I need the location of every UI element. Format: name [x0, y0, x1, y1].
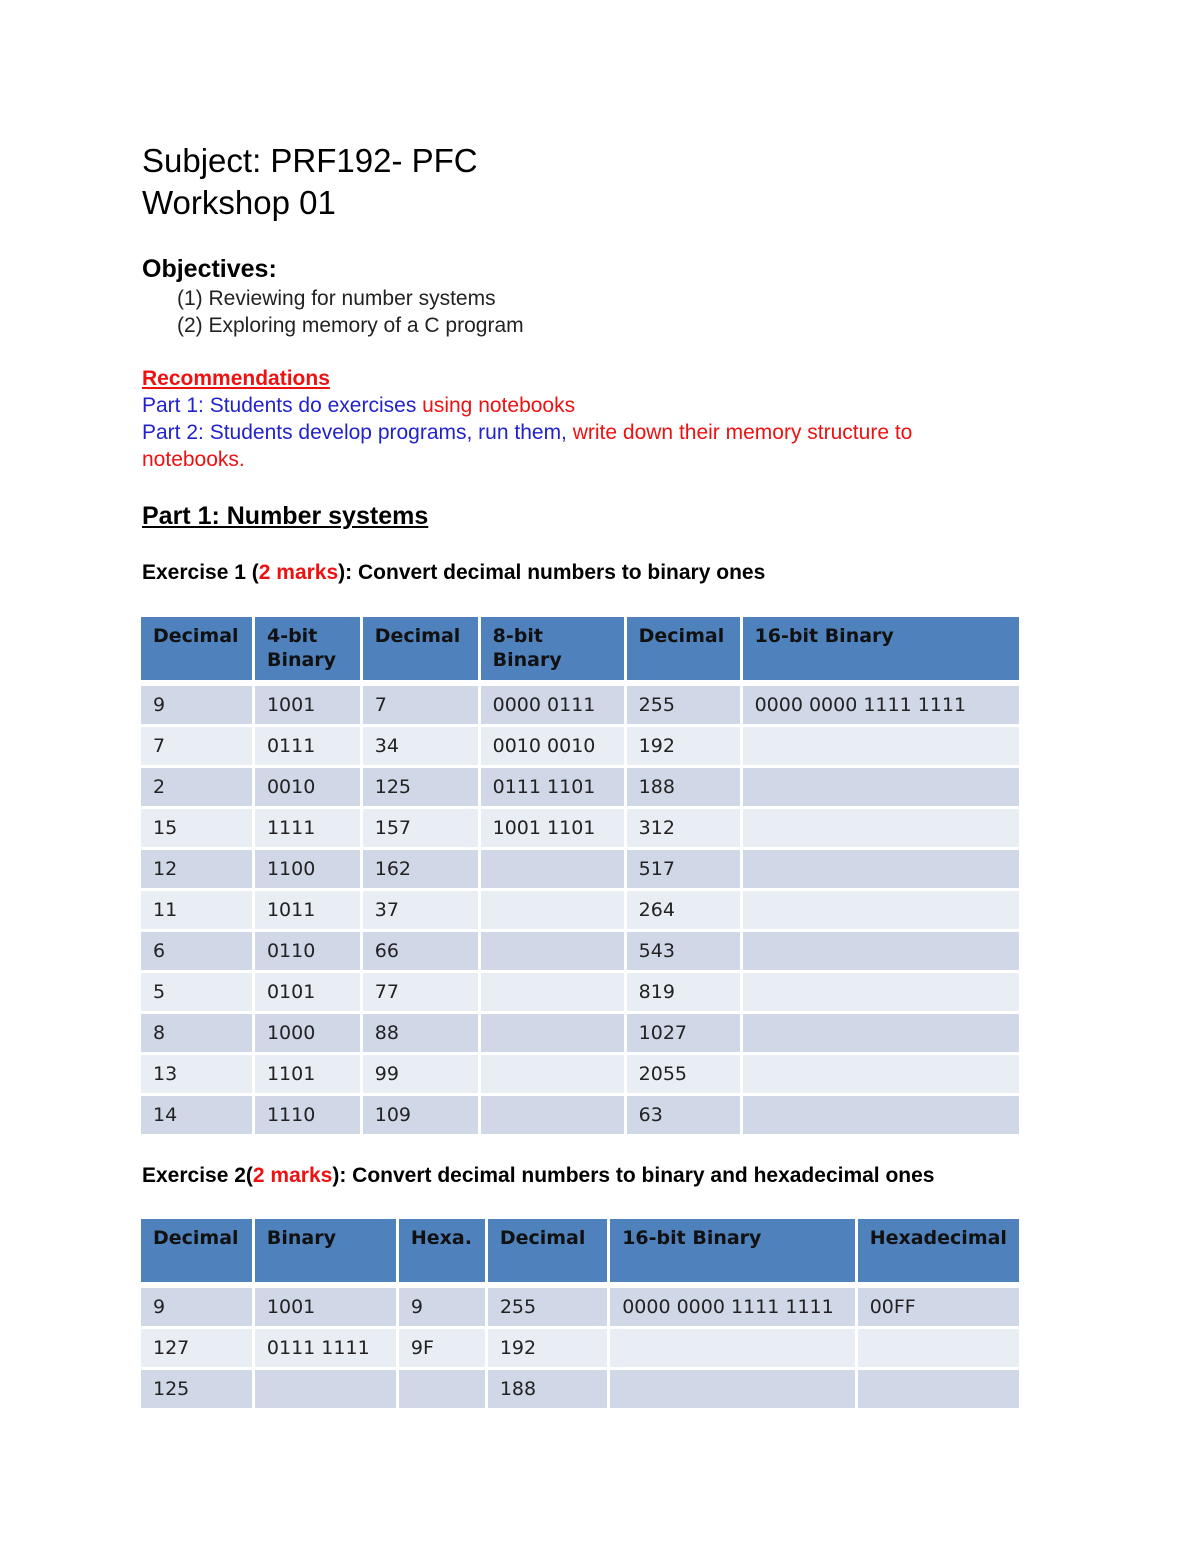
table-cell: [610, 1329, 854, 1367]
table-cell: [481, 850, 624, 888]
table-cell: 9: [141, 686, 252, 724]
exercise2-suffix: ): Convert decimal numbers to binary and hexadecimal ones: [332, 1164, 935, 1187]
column-header: Hexa.: [399, 1219, 485, 1285]
table-cell: 7: [363, 686, 478, 724]
table-cell: 11: [141, 891, 252, 929]
table-cell: [743, 768, 1019, 806]
table-cell: 188: [488, 1370, 607, 1408]
subject-line: Subject: PRF192- PFC: [142, 142, 478, 179]
exercise2-heading: [142, 1164, 935, 1188]
table-cell: 1001: [255, 686, 360, 724]
table-cell: 517: [627, 850, 740, 888]
workshop-line: Workshop 01: [142, 184, 336, 221]
table-cell: 0111 1101: [481, 768, 624, 806]
table-row: [141, 727, 1019, 765]
table-cell: [858, 1329, 1019, 1367]
table-cell: 9: [141, 1288, 252, 1326]
table-cell: [743, 932, 1019, 970]
table-cell: [610, 1370, 854, 1408]
table-cell: 1101: [255, 1055, 360, 1093]
table-cell: [255, 1370, 396, 1408]
column-header: 16-bit Binary: [743, 617, 1019, 683]
table-cell: 1110: [255, 1096, 360, 1134]
table-cell: 0101: [255, 973, 360, 1011]
table-cell: 1001: [255, 1288, 396, 1326]
table-cell: 00FF: [858, 1288, 1019, 1326]
table-cell: 9F: [399, 1329, 485, 1367]
table-cell: 77: [363, 973, 478, 1011]
table-cell: 125: [363, 768, 478, 806]
table-cell: 1027: [627, 1014, 740, 1052]
table-cell: 0010: [255, 768, 360, 806]
table-header-row: [141, 1219, 1019, 1285]
table-cell: 1100: [255, 850, 360, 888]
table-cell: [743, 809, 1019, 847]
exercise1-table: [138, 614, 1022, 1137]
column-header: Decimal: [488, 1219, 607, 1285]
table-row: [141, 1055, 1019, 1093]
table-cell: 37: [363, 891, 478, 929]
table-cell: 162: [363, 850, 478, 888]
table-cell: 188: [627, 768, 740, 806]
exercise1-prefix: Exercise 1 (: [142, 561, 259, 584]
table-cell: 255: [488, 1288, 607, 1326]
table-header-row: [141, 617, 1019, 683]
table-cell: [481, 973, 624, 1011]
table-cell: [858, 1370, 1019, 1408]
table-cell: 0000 0000 1111 1111: [610, 1288, 854, 1326]
column-header: Decimal: [141, 1219, 252, 1285]
objectives-heading: Objectives:: [142, 255, 277, 283]
table-cell: 1001 1101: [481, 809, 624, 847]
exercise2-table: [138, 1216, 1022, 1411]
table-cell: 2: [141, 768, 252, 806]
table-cell: 15: [141, 809, 252, 847]
table-cell: 7: [141, 727, 252, 765]
table-cell: 8: [141, 1014, 252, 1052]
table-cell: 99: [363, 1055, 478, 1093]
table-cell: 1111: [255, 809, 360, 847]
table-cell: 34: [363, 727, 478, 765]
table-cell: 13: [141, 1055, 252, 1093]
table-cell: 88: [363, 1014, 478, 1052]
table-cell: 157: [363, 809, 478, 847]
table-row: [141, 1288, 1019, 1326]
table-cell: 14: [141, 1096, 252, 1134]
column-header: Decimal: [363, 617, 478, 683]
column-header: 8-bit Binary: [481, 617, 624, 683]
recommendation-part1: [142, 394, 575, 418]
table-cell: 6: [141, 932, 252, 970]
table-row: [141, 850, 1019, 888]
table-cell: 264: [627, 891, 740, 929]
table-cell: [481, 1014, 624, 1052]
document-title: [142, 140, 478, 224]
exercise2-marks: 2 marks: [252, 1164, 333, 1187]
table-row: [141, 686, 1019, 724]
table-row: [141, 1329, 1019, 1367]
table-cell: 312: [627, 809, 740, 847]
table-cell: 819: [627, 973, 740, 1011]
rec-part1-emphasis: using notebooks: [422, 394, 576, 417]
table-cell: 1000: [255, 1014, 360, 1052]
table-cell: 0110: [255, 932, 360, 970]
table-cell: [481, 1055, 624, 1093]
table-cell: [481, 891, 624, 929]
table-cell: [743, 1055, 1019, 1093]
objective-item-1: (1) Reviewing for number systems: [177, 287, 496, 310]
table-cell: [743, 891, 1019, 929]
table-cell: 0000 0000 1111 1111: [743, 686, 1019, 724]
part1-heading: Part 1: Number systems: [142, 502, 429, 530]
table-cell: 109: [363, 1096, 478, 1134]
table-cell: 255: [627, 686, 740, 724]
recommendation-part2-cont: notebooks.: [142, 448, 245, 471]
column-header: Decimal: [627, 617, 740, 683]
table-cell: 0010 0010: [481, 727, 624, 765]
exercise2-prefix: Exercise 2(: [142, 1164, 253, 1187]
table-cell: 1011: [255, 891, 360, 929]
table-cell: [399, 1370, 485, 1408]
table-cell: [743, 1096, 1019, 1134]
table-cell: 5: [141, 973, 252, 1011]
table-row: [141, 1096, 1019, 1134]
table-row: [141, 973, 1019, 1011]
table-row: [141, 768, 1019, 806]
table-cell: [743, 973, 1019, 1011]
table-cell: [743, 850, 1019, 888]
table-cell: 543: [627, 932, 740, 970]
column-header: Hexadecimal: [858, 1219, 1019, 1285]
table-cell: 12: [141, 850, 252, 888]
table-cell: [743, 727, 1019, 765]
table-cell: 63: [627, 1096, 740, 1134]
table-cell: 0000 0111: [481, 686, 624, 724]
objective-item-2: (2) Exploring memory of a C program: [177, 314, 524, 337]
rec-part1-text: Part 1: Students do exercises: [142, 394, 423, 417]
table-row: [141, 809, 1019, 847]
table-row: [141, 1370, 1019, 1408]
table-cell: [481, 932, 624, 970]
table-cell: 192: [627, 727, 740, 765]
table-cell: [481, 1096, 624, 1134]
column-header: 4-bit Binary: [255, 617, 360, 683]
table-cell: 66: [363, 932, 478, 970]
column-header: Decimal: [141, 617, 252, 683]
exercise1-heading: [142, 561, 765, 585]
table-cell: 0111 1111: [255, 1329, 396, 1367]
table-row: [141, 891, 1019, 929]
table-cell: 2055: [627, 1055, 740, 1093]
table-row: [141, 932, 1019, 970]
table-row: [141, 1014, 1019, 1052]
column-header: 16-bit Binary: [610, 1219, 854, 1285]
recommendations-heading: Recommendations: [142, 367, 330, 390]
recommendation-part2: [142, 421, 912, 445]
table-cell: [743, 1014, 1019, 1052]
table-cell: 127: [141, 1329, 252, 1367]
exercise1-suffix: ): Convert decimal numbers to binary ones: [338, 561, 766, 584]
column-header: Binary: [255, 1219, 396, 1285]
table-cell: 192: [488, 1329, 607, 1367]
rec-part2-text: Part 2: Students develop programs, run them,: [142, 421, 573, 444]
table-cell: 0111: [255, 727, 360, 765]
table-cell: 125: [141, 1370, 252, 1408]
rec-part2-emphasis: write down their memory structure to: [572, 421, 913, 444]
table-cell: 9: [399, 1288, 485, 1326]
exercise1-marks: 2 marks: [258, 561, 339, 584]
